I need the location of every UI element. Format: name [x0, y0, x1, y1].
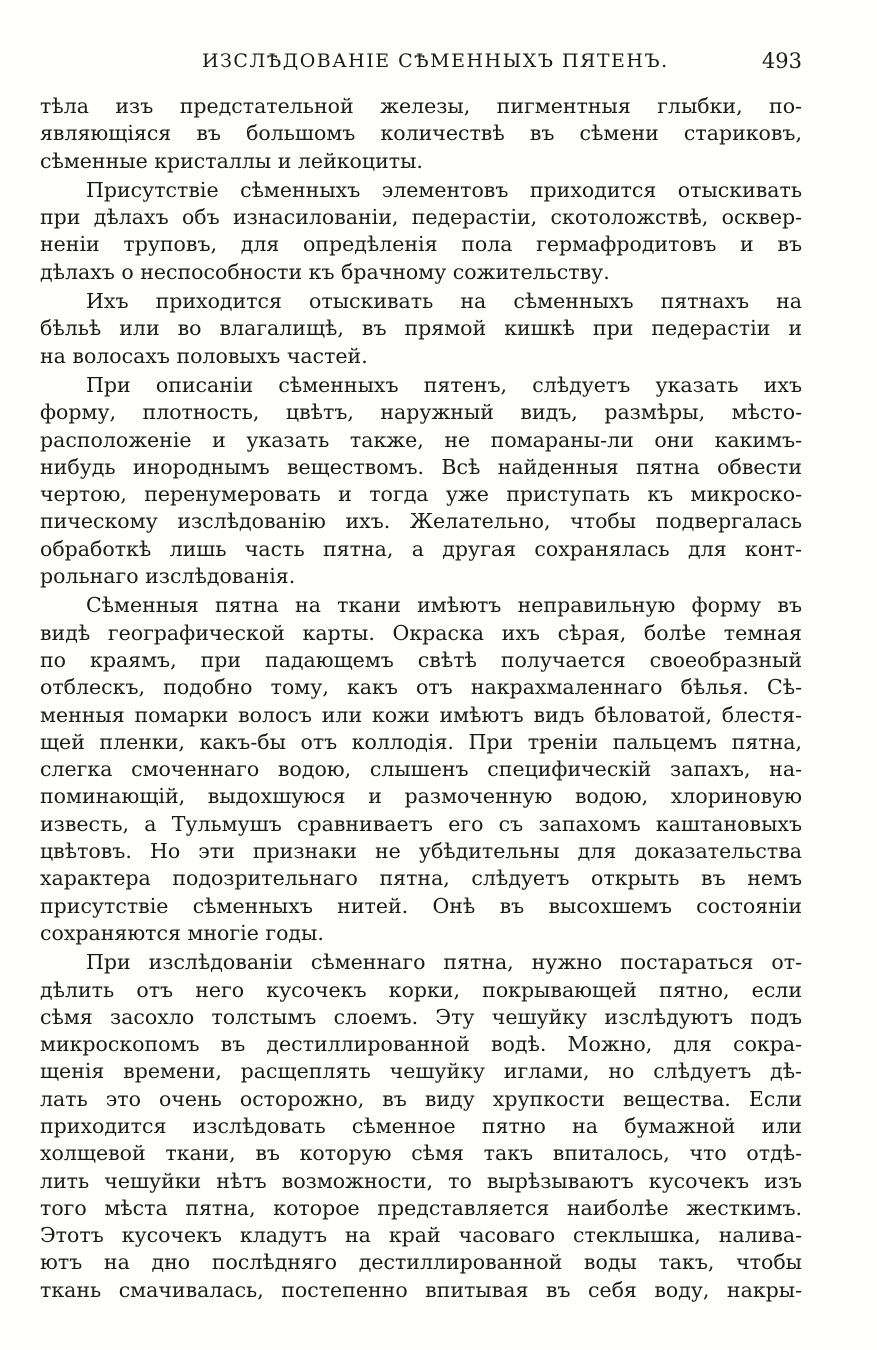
text-line: менныя помарки волосъ или кожи имѣютъ видъ бѣловатой, блестя-: [40, 702, 802, 727]
running-title: ИЗСЛѢДОВАНІЕ СѢМЕННЫХЪ ПЯТЕНЪ.: [202, 50, 669, 72]
paragraph: [40, 288, 802, 370]
text-line: характера подозрительнаго пятна, слѣдуетъ открыть въ немъ: [40, 866, 802, 891]
paragraph: [40, 93, 802, 175]
text-line: Присутствіе сѣменныхъ элементовъ приходится отыскивать: [86, 177, 802, 202]
text-line: Сѣменныя пятна на ткани имѣютъ неправильную форму въ: [86, 593, 802, 618]
text-line: сѣменные кристаллы и лейкоциты.: [40, 148, 423, 173]
text-line: ютъ на дно послѣдняго дестиллированной воды такъ, чтобы: [40, 1250, 802, 1275]
text-line: при дѣлахъ объ изнасилованіи, педерастіи, скотоложствѣ, осквер-: [40, 205, 802, 230]
text-line: сѣмя засохло толстымъ слоемъ. Эту чешуйку изслѣдуютъ подъ: [40, 1004, 802, 1029]
text-line: дѣлахъ о неспособности къ брачному сожительству.: [40, 259, 610, 284]
text-line: присутствіе сѣменныхъ нитей. Онѣ въ высохшемъ состояніи: [40, 893, 802, 918]
text-line: сохраняются многіе годы.: [40, 920, 324, 945]
text-line: по краямъ, при падающемъ свѣтѣ получается своеобразный: [40, 647, 802, 672]
paragraph: [40, 372, 802, 590]
paragraph: [40, 177, 802, 286]
text-line: на волосахъ половыхъ частей.: [40, 343, 368, 368]
text-line: отблескъ, подобно тому, какъ отъ накрахмаленнаго бѣлья. Сѣ-: [40, 675, 802, 700]
text-line: являющіяся въ большомъ количествѣ въ сѣмени стариковъ,: [40, 121, 802, 146]
text-line: лать это очень осторожно, въ виду хрупкости вещества. Если: [40, 1086, 802, 1111]
text-line: тѣла изъ предстательной железы, пигментныя глыбки, по-: [40, 94, 802, 118]
text-line: видѣ географической карты. Окраска ихъ сѣрая, болѣе темная: [40, 620, 802, 645]
text-line: бѣльѣ или во влагалищѣ, въ прямой кишкѣ при педерастіи и: [40, 316, 802, 341]
text-line: поминающій, выдохшуюся и размоченную водою, хлориновую: [40, 784, 802, 809]
text-line: нибудь инороднымъ веществомъ. Всѣ найденныя пятна обвести: [40, 454, 802, 479]
text-line: щей пленки, какъ-бы отъ коллодія. При треніи пальцемъ пятна,: [40, 729, 802, 754]
text-line: слегка смоченнаго водою, слышенъ специфическій запахъ, на-: [40, 757, 802, 782]
text-line: Этотъ кусочекъ кладутъ на край часоваго стеклышка, налива-: [40, 1223, 802, 1248]
text-line: чертою, перенумеровать и тогда уже приступать къ микроско-: [40, 482, 802, 507]
text-line: микроскопомъ въ дестиллированной водѣ. Можно, для сокра-: [40, 1032, 802, 1057]
text-line: приходится изслѣдовать сѣменное пятно на бумажной или: [40, 1113, 802, 1138]
text-line: форму, плотность, цвѣтъ, наружный видъ, размѣры, мѣсто-: [40, 400, 802, 425]
text-line: При описаніи сѣменныхъ пятенъ, слѣдуетъ указать ихъ: [86, 372, 802, 397]
text-line: неніи труповъ, для опредѣленія пола гермафродитовъ и въ: [40, 232, 802, 257]
page-number: 493: [761, 49, 802, 73]
text-line: При изслѣдованіи сѣменнаго пятна, нужно постараться от-: [86, 950, 802, 975]
text-line: известь, а Тульмушъ сравниваетъ его съ запахомъ каштановыхъ: [40, 811, 802, 836]
page-body: [40, 93, 802, 1306]
text-line: ткань смачивалась, постепенно впитывая въ себя воду, накры-: [40, 1277, 802, 1302]
text-line: того мѣста пятна, которое представляется наиболѣе жесткимъ.: [40, 1195, 802, 1220]
text-line: Ихъ приходится отыскивать на сѣменныхъ пятнахъ на: [86, 289, 802, 314]
text-line: лить чешуйки нѣтъ возможности, то вырѣзываютъ кусочекъ изъ: [40, 1168, 802, 1193]
text-line: пическому изслѣдованію ихъ. Желательно, чтобы подвергалась: [40, 509, 802, 534]
text-line: обработкѣ лишь часть пятна, а другая сохранялась для конт-: [40, 536, 802, 561]
text-line: холщевой ткани, въ которую сѣмя такъ впиталось, что отдѣ-: [40, 1141, 802, 1166]
text-line: дѣлить отъ него кусочекъ корки, покрывающей пятно, если: [40, 977, 802, 1002]
paragraph: [40, 592, 802, 947]
text-line: расположеніе и указать также, не помараны-ли они какимъ-: [40, 427, 802, 452]
running-head: [40, 46, 802, 76]
paragraph: [40, 949, 802, 1304]
text-line: рольнаго изслѣдованія.: [40, 564, 296, 589]
text-line: цвѣтовъ. Но эти признаки не убѣдительны для доказательства: [40, 839, 802, 864]
text-line: щенія времени, расщеплять чешуйку иглами, но слѣдуетъ дѣ-: [40, 1059, 802, 1084]
